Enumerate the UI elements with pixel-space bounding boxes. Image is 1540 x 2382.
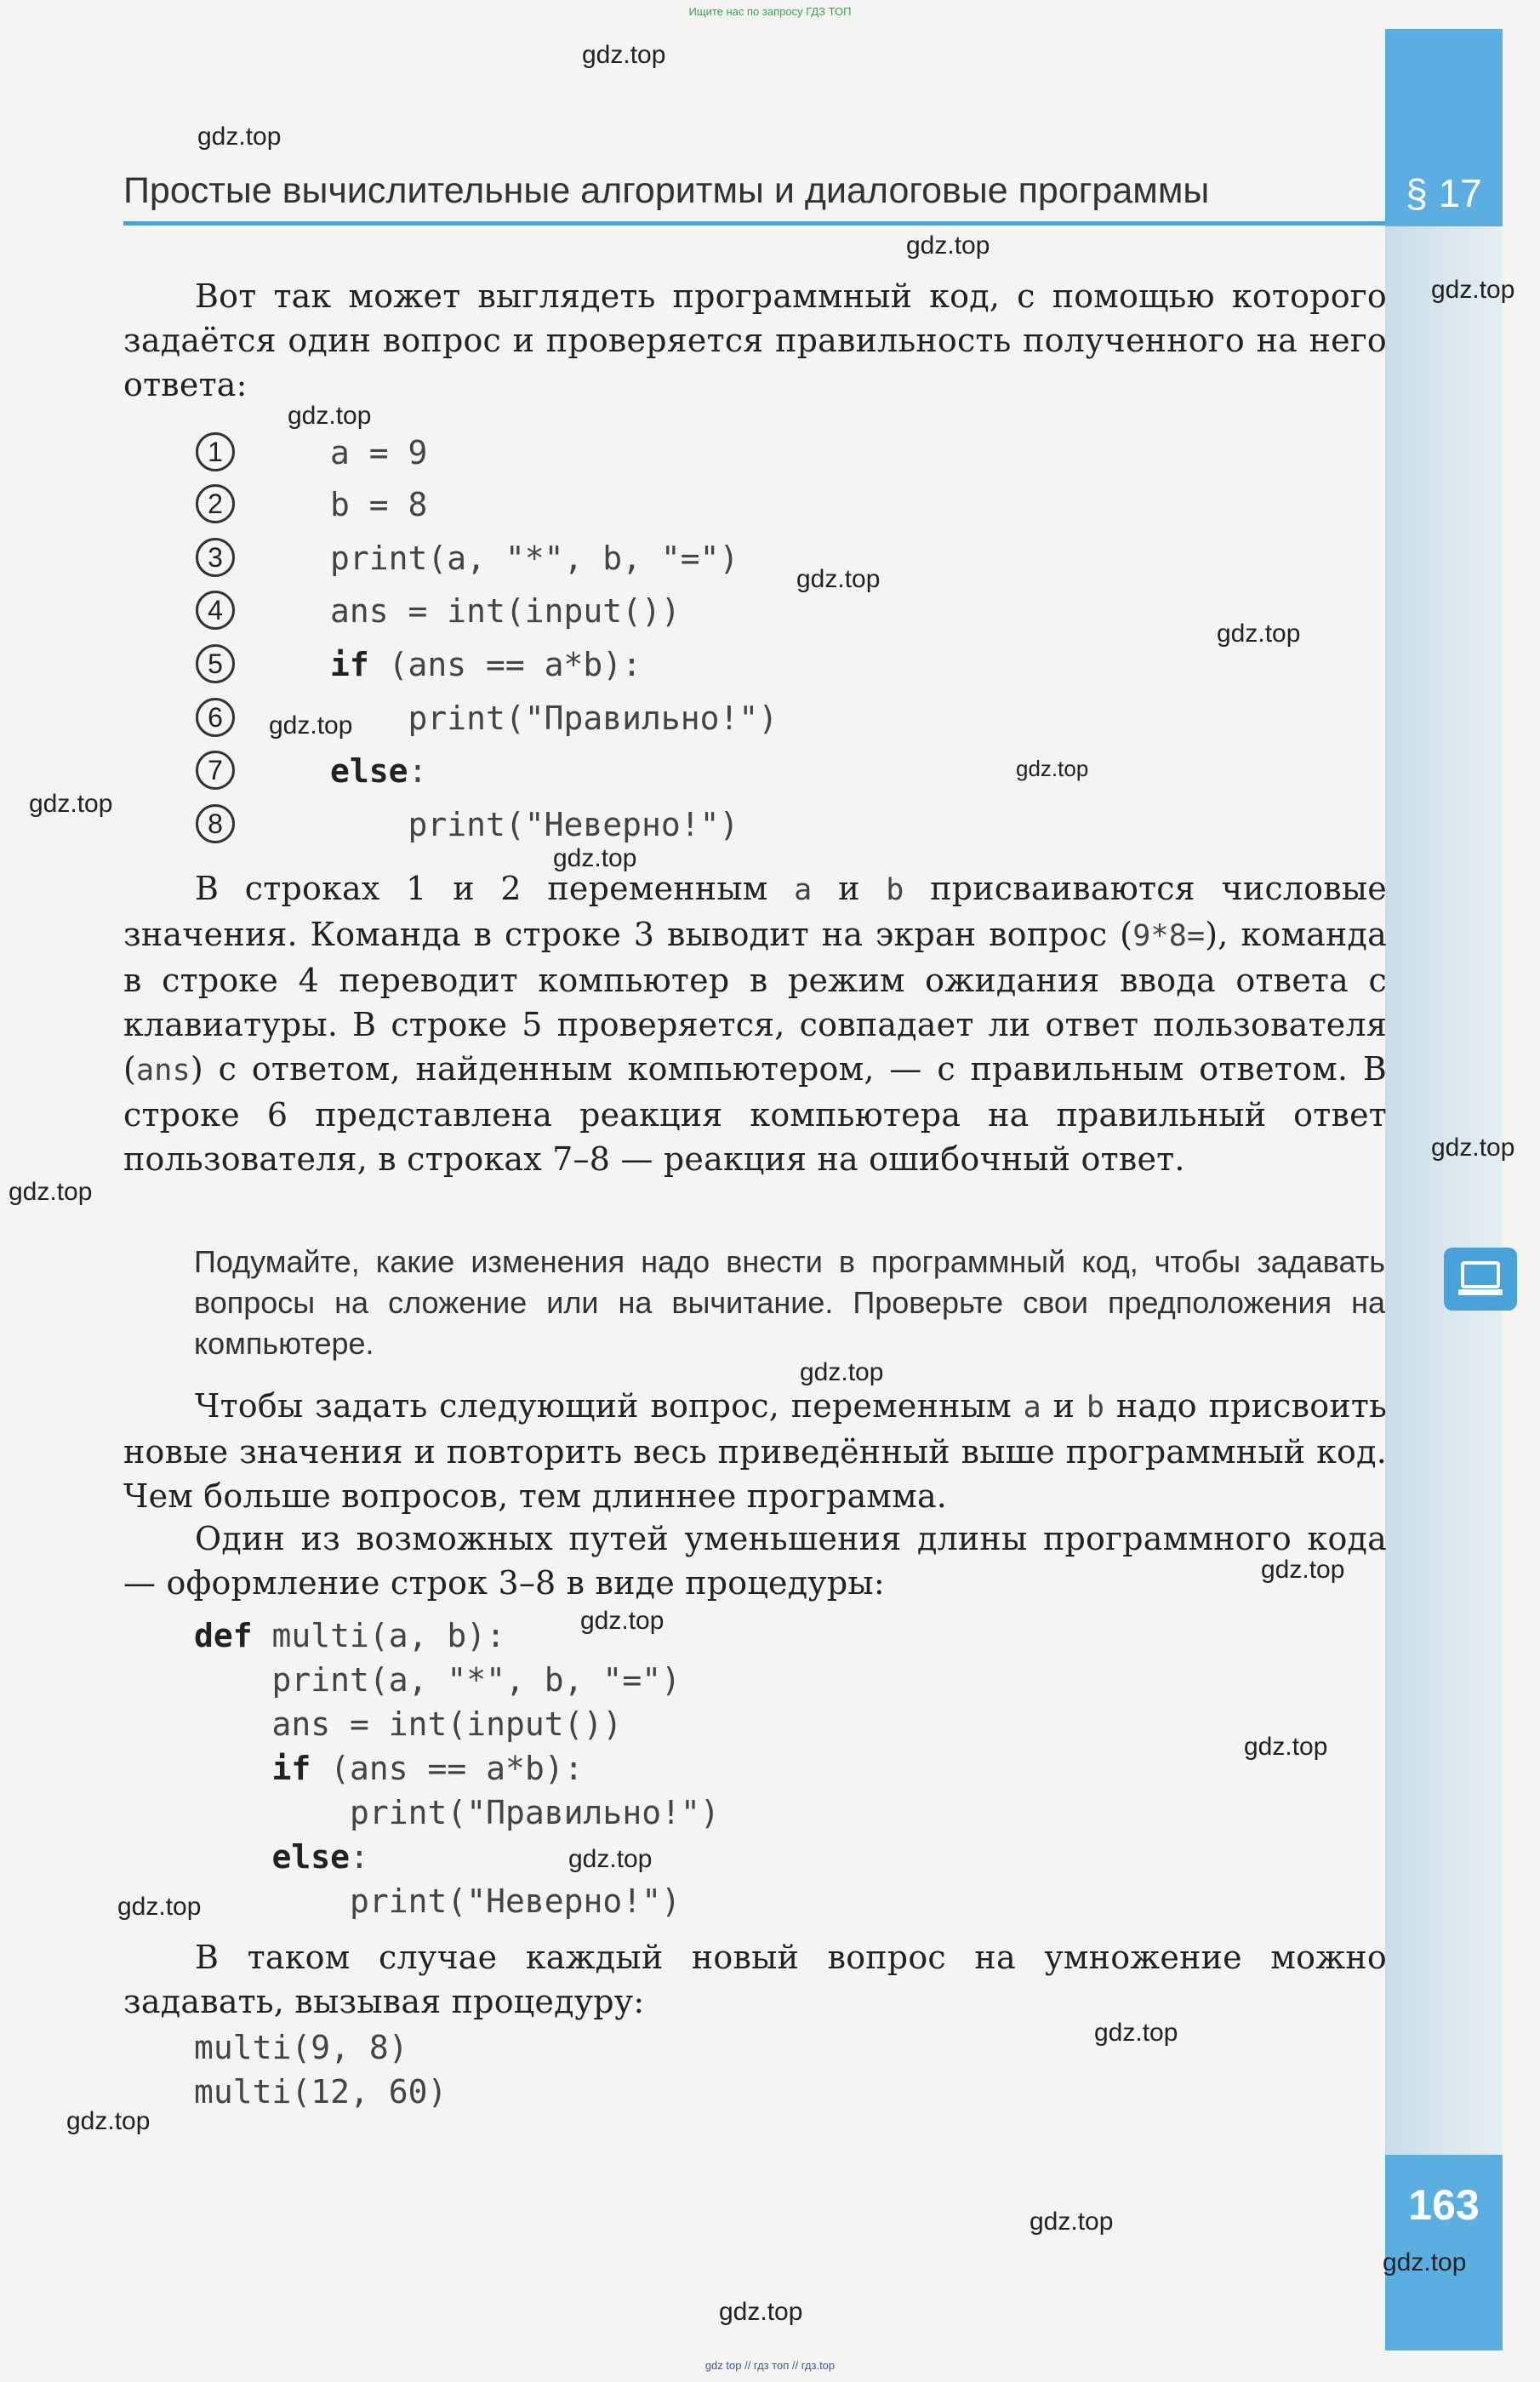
watermark: gdz.top — [796, 565, 881, 593]
watermark: gdz.top — [197, 123, 282, 151]
program-line-8: 8 print("Неверно!") — [196, 799, 274, 850]
watermark: gdz.top — [580, 1607, 664, 1635]
watermark: gdz.top — [1016, 756, 1089, 781]
section-tab: § 17 — [1385, 29, 1503, 226]
program-line-6: 6 print("Правильно!") — [196, 693, 274, 744]
watermark: gdz.top — [117, 1893, 202, 1921]
computer-icon — [1444, 1248, 1517, 1311]
watermark: gdz.top — [568, 1845, 653, 1873]
watermark: gdz.top — [29, 790, 113, 818]
watermark: gdz.top — [1431, 276, 1515, 304]
watermark: gdz.top — [9, 1178, 93, 1206]
watermark: gdz.top — [582, 41, 666, 69]
watermark: gdz.top — [288, 402, 372, 430]
intro-paragraph: Вот так может выглядеть программный код, с помощью которого задаётся один вопрос и проверяется правильность полученного на него ответа: — [123, 277, 1387, 403]
watermark: gdz.top — [1094, 2019, 1178, 2047]
program-line-7: 7 else: — [196, 745, 274, 797]
right-margin-band — [1385, 29, 1503, 2351]
procedure-calls: multi(9, 8) multi(12, 60) — [194, 2029, 448, 2111]
procedure-code: def multi(a, b): print(a, "*", b, "=") ans = int(input()) if (ans == a*b): print("Правильно!") else: print("Неверно!") — [194, 1617, 720, 1920]
page-title: Простые вычислительные алгоритмы и диалоговые программы — [123, 170, 1210, 211]
bottom-note: gdz top // гдз топ // гдз.top — [704, 2359, 836, 2372]
watermark: gdz.top — [553, 844, 637, 872]
watermark: gdz.top — [906, 231, 990, 260]
program-line-5: 5 if (ans == a*b): — [196, 639, 274, 690]
watermark: gdz.top — [1261, 1556, 1345, 1584]
explanation-paragraph: В строках 1 и 2 переменным a и b присваиваются числовые значения. Команда в строке 3 выводит на экран вопрос (9*8=), команда в строке 4 переводит компьютер в режим ожидания ввода ответа с клавиатуры. В строке 5 проверяется, совпадает ли ответ пользователя (ans) с ответом, найденным компьютером, — с правильным ответом. В строке 6 представлена реакция компьютера на правильный ответ пользователя, в строках 7–8 — реакция на ошибочный ответ. — [123, 870, 1387, 1178]
page-number: 163 — [1385, 2155, 1503, 2351]
next-question-paragraph: Чтобы задать следующий вопрос, переменным a и b надо присвоить новые значения и повторить весь приведённый выше программный код. Чем больше вопросов, тем длиннее программа. — [123, 1387, 1387, 1515]
program-line-3: 3 print(a, "*", b, "=") — [196, 533, 274, 584]
program-line-2: 2 b = 8 — [196, 479, 274, 530]
program-line-1: 1 a = 9 — [196, 427, 274, 478]
procedure-intro: Один из возможных путей уменьшения длины программного кода — оформление строк 3–8 в виде процедуры: — [123, 1520, 1387, 1602]
watermark: gdz.top — [1217, 620, 1301, 648]
watermark: gdz.top — [1244, 1733, 1328, 1761]
watermark: gdz.top — [66, 2107, 151, 2135]
closing-paragraph: В таком случае каждый новый вопрос на умножение можно задавать, вызывая процедуру: — [123, 1939, 1387, 2020]
watermark: gdz.top — [719, 2298, 803, 2326]
watermark: gdz.top — [269, 711, 353, 740]
watermark: gdz.top — [1383, 2248, 1467, 2276]
header-divider — [123, 221, 1385, 226]
think-note: Подумайте, какие изменения надо внести в программный код, чтобы задавать вопросы на сложение или на вычитание. Проверьте свои предположения на компьютере. — [194, 1244, 1385, 1361]
watermark: gdz.top — [800, 1358, 884, 1386]
program-line-4: 4 ans = int(input()) — [196, 586, 274, 637]
top-note: Ищите нас по запросу ГДЗ ТОП — [688, 5, 852, 18]
watermark: gdz.top — [1030, 2208, 1114, 2236]
watermark: gdz.top — [1431, 1134, 1515, 1162]
